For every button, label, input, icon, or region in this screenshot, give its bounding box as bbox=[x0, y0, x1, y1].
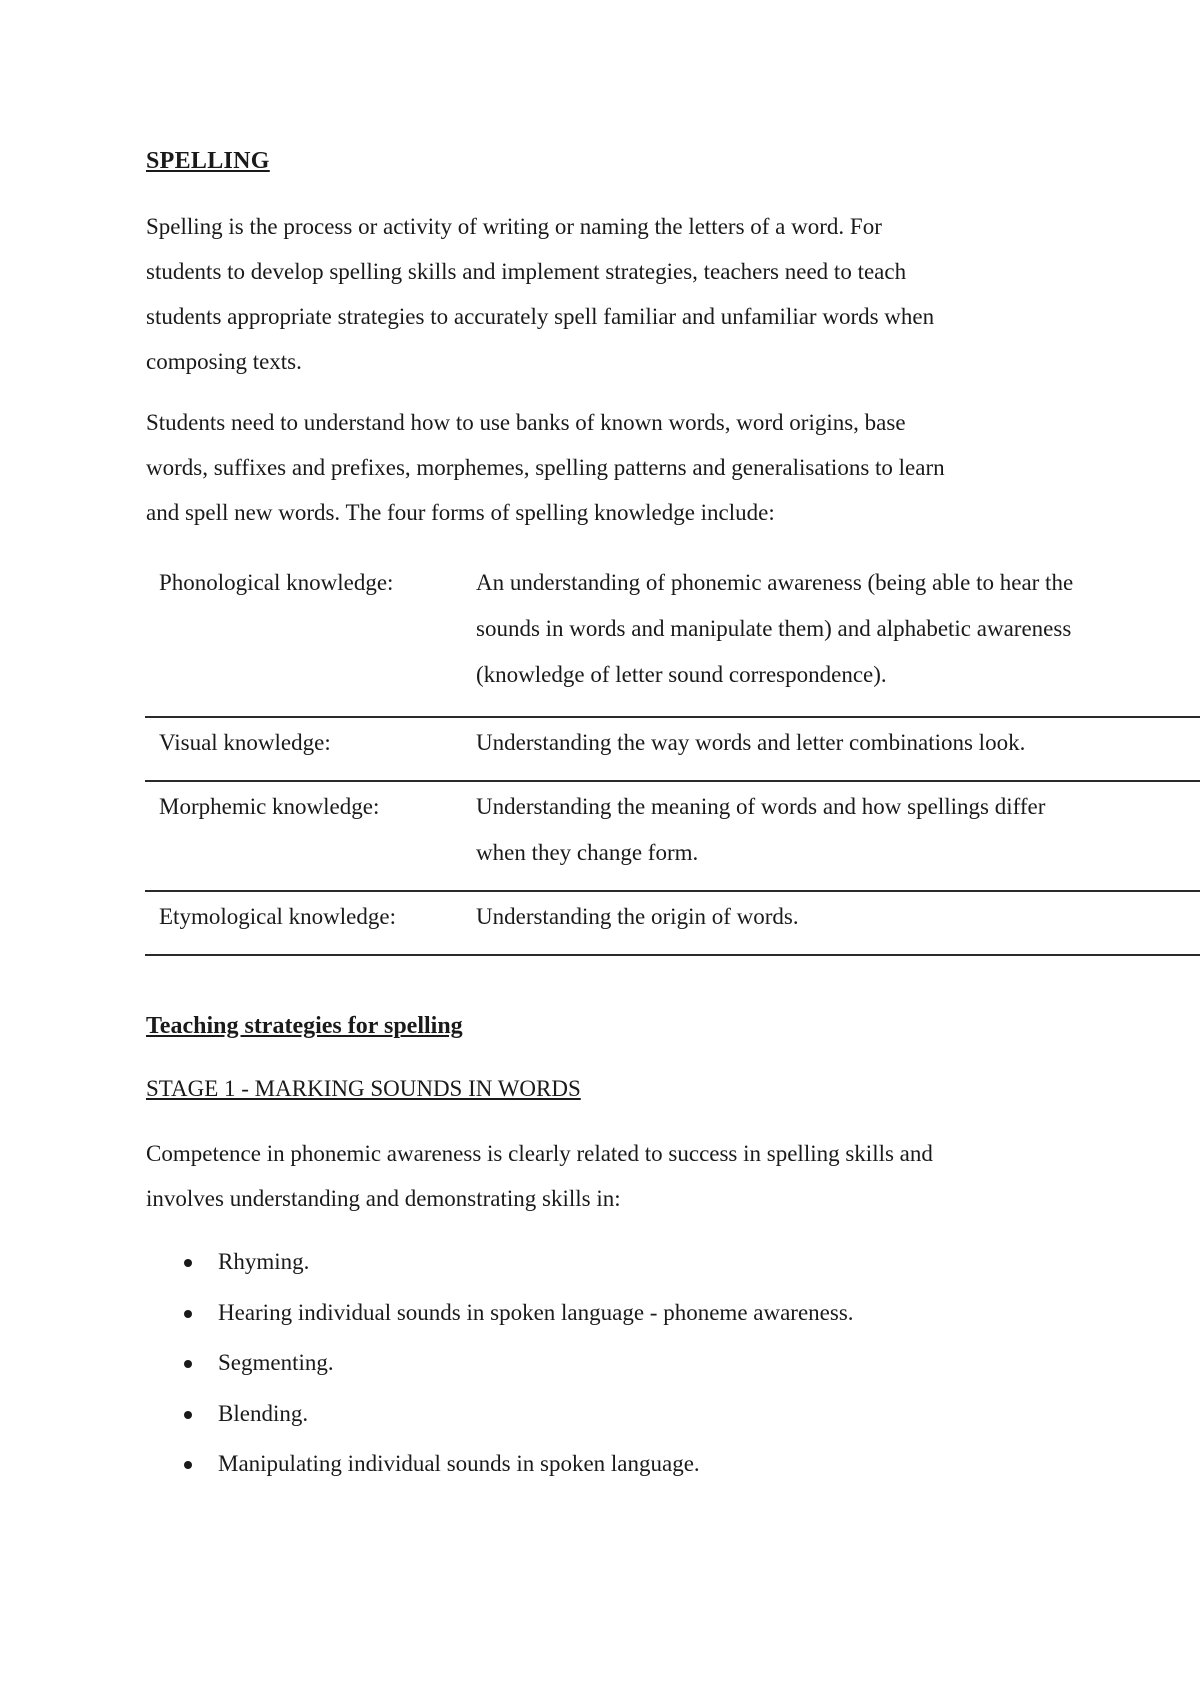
bullet-icon bbox=[184, 1411, 192, 1419]
list-item bbox=[146, 1392, 854, 1443]
intro-paragraph bbox=[146, 204, 1086, 384]
page-heading: SPELLING bbox=[146, 148, 270, 174]
paragraph-line: students appropriate strategies to accurately spell familiar and unfamiliar words when bbox=[146, 304, 935, 329]
list-item bbox=[146, 1240, 854, 1291]
knowledge-term: Visual knowledge: bbox=[159, 730, 331, 755]
skills-bullet-list bbox=[146, 1240, 854, 1493]
description-line: Understanding the way words and letter combinations look. bbox=[476, 730, 1026, 755]
stage-paragraph bbox=[146, 1131, 1086, 1221]
paragraph-line: involves understanding and demonstrating skills in: bbox=[146, 1186, 621, 1211]
knowledge-table bbox=[145, 558, 1200, 956]
paragraph-line: students to develop spelling skills and implement strategies, teachers need to teach bbox=[146, 259, 907, 284]
paragraph-line: Students need to understand how to use banks of known words, word origins, base bbox=[146, 410, 906, 435]
stage-title: STAGE 1 - MARKING SOUNDS IN WORDS bbox=[146, 1076, 581, 1101]
description-line: Understanding the origin of words. bbox=[476, 904, 799, 929]
knowledge-description bbox=[476, 784, 1196, 876]
table-row bbox=[145, 718, 1200, 782]
paragraph-line: Spelling is the process or activity of writing or naming the letters of a word. For bbox=[146, 214, 882, 239]
section-subheading: Teaching strategies for spelling bbox=[146, 1013, 463, 1039]
list-item bbox=[146, 1341, 854, 1392]
list-item bbox=[146, 1442, 854, 1493]
description-line: when they change form. bbox=[476, 840, 699, 865]
knowledge-term: Etymological knowledge: bbox=[159, 904, 396, 929]
paragraph-line: Competence in phonemic awareness is clearly related to success in spelling skills and bbox=[146, 1141, 933, 1166]
knowledge-description bbox=[476, 720, 1196, 766]
knowledge-description bbox=[476, 560, 1196, 698]
bullet-icon bbox=[184, 1259, 192, 1267]
table-row bbox=[145, 892, 1200, 956]
knowledge-term: Phonological knowledge: bbox=[159, 570, 394, 595]
knowledge-intro-paragraph bbox=[146, 400, 1086, 535]
table-row bbox=[145, 782, 1200, 892]
list-item-text: Hearing individual sounds in spoken language - phoneme awareness. bbox=[218, 1299, 854, 1325]
description-line: sounds in words and manipulate them) and alphabetic awareness bbox=[476, 616, 1072, 641]
description-line: An understanding of phonemic awareness (being able to hear the bbox=[476, 570, 1074, 595]
bullet-icon bbox=[184, 1310, 192, 1318]
description-line: Understanding the meaning of words and how spellings differ bbox=[476, 794, 1046, 819]
list-item-text: Rhyming. bbox=[218, 1249, 310, 1274]
knowledge-term: Morphemic knowledge: bbox=[159, 794, 380, 819]
list-item-text: Segmenting. bbox=[218, 1350, 334, 1375]
paragraph-line: composing texts. bbox=[146, 349, 302, 374]
table-row bbox=[145, 558, 1200, 718]
list-item bbox=[146, 1291, 854, 1342]
bullet-icon bbox=[184, 1360, 192, 1368]
description-line: (knowledge of letter sound correspondence). bbox=[476, 662, 887, 687]
paragraph-line: words, suffixes and prefixes, morphemes, spelling patterns and generalisations to learn bbox=[146, 455, 945, 480]
paragraph-line: and spell new words. The four forms of spelling knowledge include: bbox=[146, 500, 775, 525]
knowledge-description bbox=[476, 894, 1196, 940]
bullet-icon bbox=[184, 1461, 192, 1469]
list-item-text: Blending. bbox=[218, 1400, 309, 1426]
list-item-text: Manipulating individual sounds in spoken language. bbox=[218, 1451, 700, 1476]
